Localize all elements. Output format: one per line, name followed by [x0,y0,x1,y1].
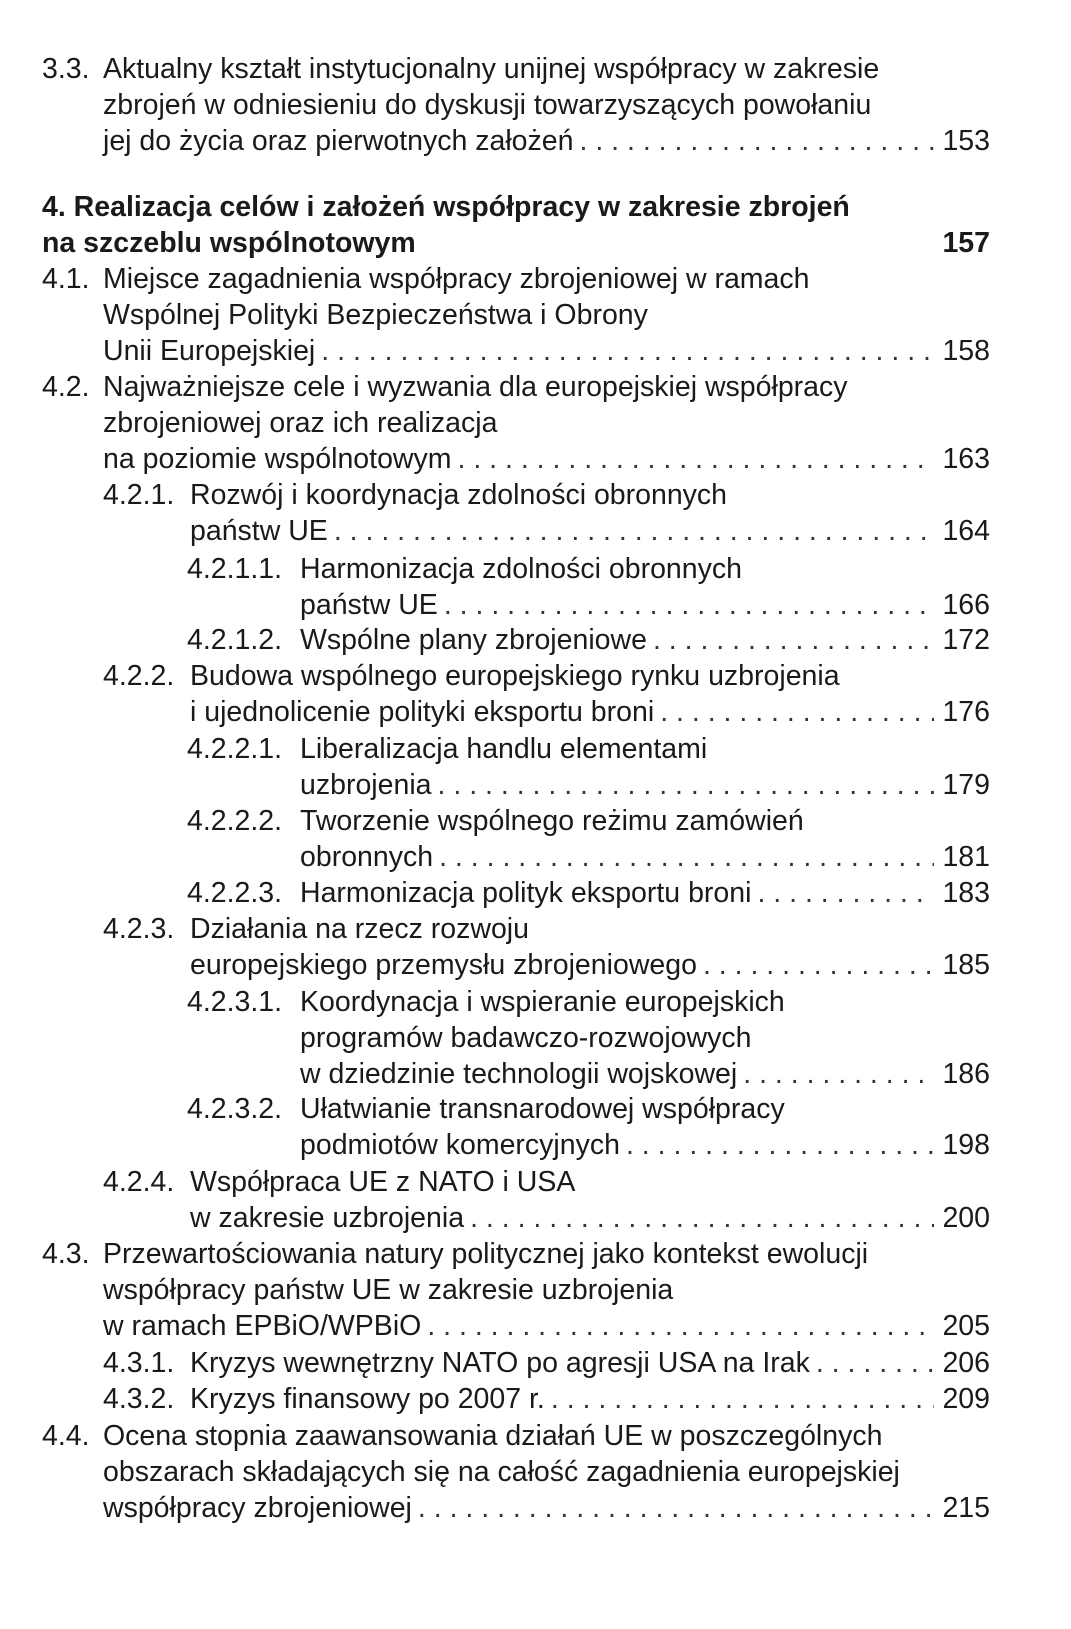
toc-entry-line [103,50,990,88]
toc-entry-number: 4.1. [42,263,90,295]
toc-entry-line [103,440,990,478]
toc-entry-number: 4.2.1.1. [187,553,283,585]
toc-entry-line [190,476,990,514]
toc-entry-line [103,332,990,370]
page-number: 206 [942,1347,990,1379]
dot-leader [743,1055,934,1093]
dot-leader [444,586,935,624]
toc-entry-number: 4.2.2.1. [187,733,283,765]
page-number: 153 [942,125,990,158]
toc-entry-title: jej do życia oraz pierwotnych założeń [103,125,574,158]
toc-entry-line [300,838,990,876]
toc-entry-number: 4.2.2. [103,660,175,692]
page-number: 181 [942,841,990,874]
toc-entry-title: Tworzenie wspólnego reżimu zamówień [300,805,804,837]
toc-entry-title: Unii Europejskiej [103,335,316,368]
page-number: 172 [942,624,990,656]
toc-entry-line [190,1344,990,1382]
toc-entry-title: współpracy zbrojeniowej [103,1492,412,1525]
toc-entry-number: 4.2.1.2. [187,624,283,656]
page-number: 166 [942,589,990,622]
toc-entry-number: 4.3.1. [103,1347,175,1379]
toc-entry-title: podmiotów komercyjnych [300,1129,620,1162]
toc-entry-line [300,1126,990,1164]
dot-leader [816,1344,935,1382]
toc-entry-line [300,1055,990,1093]
dot-leader [427,1307,934,1345]
toc-entry-number: 4.2.1. [103,479,175,511]
toc-entry-line [300,1019,990,1057]
toc-entry-title: Współpraca UE z NATO i USA [190,1166,576,1198]
toc-entry-line [103,1307,990,1345]
toc-entry-number: 4.3. [42,1238,90,1270]
toc-entry-title: Kryzys wewnętrzny NATO po agresji USA na Irak [190,1347,810,1379]
toc-entry-title: Kryzys finansowy po 2007 r. [190,1383,545,1415]
toc-entry-line [190,693,990,731]
toc-entry-title: Aktualny kształt instytucjonalny unijnej współpracy w zakresie [103,53,880,85]
dot-leader [626,1126,934,1164]
toc-entry-number: 3.3. [42,53,90,85]
toc-entry-title: współpracy państw UE w zakresie uzbrojenia [103,1274,674,1307]
page-number: 164 [942,515,990,548]
toc-entry-line [300,550,990,588]
toc-entry-line [103,1271,990,1309]
toc-entry-title: Przewartościowania natury politycznej jako kontekst ewolucji [103,1238,869,1270]
toc-entry-line [300,802,990,840]
toc-entry-line [103,1235,990,1273]
toc-entry-line [103,1489,990,1527]
toc-entry-number: 4.2.4. [103,1166,175,1198]
toc-entry-line [300,621,990,659]
toc-entry-title: Harmonizacja zdolności obronnych [300,553,742,585]
toc-entry-number: 4.2. [42,371,90,403]
toc-entry-title: zbrojeń w odniesieniu do dyskusji towarzyszących powołaniu [103,89,872,122]
toc-entry-line [300,983,990,1021]
toc-entry-number: 4.2.2.2. [187,805,283,837]
toc-entry-title: Wspólnej Polityki Bezpieczeństwa i Obrony [103,299,648,332]
toc-entry-line [103,368,990,406]
page-number: 163 [942,443,990,476]
dot-leader [757,874,934,912]
toc-entry-title: obronnych [300,841,434,874]
toc-entry-title: Ocena stopnia zaawansowania działań UE w poszczególnych [103,1420,883,1452]
toc-entry-line [103,122,990,160]
toc-entry-title: Działania na rzecz rozwoju [190,913,529,945]
toc-entry-line [190,910,990,948]
toc-entry-title: 4. Realizacja celów i założeń współpracy w zakresie zbrojeń [42,191,850,223]
toc-entry-title: zbrojeniowej oraz ich realizacja [103,407,498,440]
toc-entry-title: Harmonizacja polityk eksportu broni [300,877,752,909]
page-number: 157 [942,227,990,260]
toc-entry-line [190,1163,990,1201]
page-number: 198 [942,1129,990,1162]
toc-entry-line [300,586,990,624]
toc-entry-line [103,404,990,442]
toc-entry-title: europejskiego przemysłu zbrojeniowego [190,949,697,982]
page-number: 183 [942,877,990,909]
page-number: 215 [942,1492,990,1525]
page-number: 205 [942,1310,990,1343]
toc-entry-line [300,730,990,768]
toc-entry-line [300,766,990,804]
dot-leader [470,1199,934,1237]
page-number: 186 [942,1058,990,1091]
toc-entry-title: Budowa wspólnego europejskiego rynku uzbrojenia [190,660,840,692]
toc-entry-title: na poziomie wspólnotowym [103,443,452,476]
page-number: 185 [942,949,990,982]
toc-entry-title: Miejsce zagadnienia współpracy zbrojeniowej w ramach [103,263,810,295]
dot-leader [653,621,934,659]
dot-leader [551,1380,935,1418]
toc-entry-number: 4.2.3.2. [187,1093,283,1125]
dot-leader [458,440,935,478]
toc-entry-title: państw UE [190,515,328,548]
page-number: 200 [942,1202,990,1235]
toc-entry-line [103,1453,990,1491]
dot-leader [438,766,935,804]
toc-entry-title: na szczeblu wspólnotowym [42,227,416,260]
toc-entry-line [103,1417,990,1455]
toc-entry-line [103,296,990,334]
toc-entry-line [190,1199,990,1237]
dot-leader [321,332,934,370]
toc-entry-number: 4.2.2.3. [187,877,283,909]
toc-entry-title: Ułatwianie transnarodowej współpracy [300,1093,785,1125]
toc-entry-number: 4.4. [42,1420,90,1452]
toc-entry-title: w dziedzinie technologii wojskowej [300,1058,738,1091]
toc-entry-title: państw UE [300,589,438,622]
toc-entry-title: Rozwój i koordynacja zdolności obronnych [190,479,728,511]
dot-leader [334,512,935,550]
toc-entry-number: 4.2.3. [103,913,175,945]
toc-entry-line [190,657,990,695]
toc-entry-title: programów badawczo-rozwojowych [300,1022,752,1055]
toc-entry-title: Wspólne plany zbrojeniowe [300,624,647,656]
toc-entry-line [42,188,990,226]
toc-entry-title: i ujednolicenie polityki eksportu broni [190,696,655,729]
toc-entry-title: Liberalizacja handlu elementami [300,733,708,765]
toc-entry-line [300,874,990,912]
toc-entry-line [300,1090,990,1128]
toc-entry-line [190,1380,990,1418]
toc-entry-line [190,946,990,984]
page-number: 209 [942,1383,990,1415]
toc-entry-title: uzbrojenia [300,769,432,802]
toc-entry-title: Koordynacja i wspieranie europejskich [300,986,785,1018]
dot-leader [439,838,934,876]
dot-leader [580,122,935,160]
toc-entry-title: w zakresie uzbrojenia [190,1202,465,1235]
page-number: 158 [942,335,990,368]
dot-leader [703,946,934,984]
toc-entry-title: w ramach EPBiO/WPBiO [103,1310,422,1343]
page-number: 176 [942,696,990,729]
toc-entry-title: Najważniejsze cele i wyzwania dla europejskiej współpracy [103,371,848,403]
toc-entry-number: 4.3.2. [103,1383,175,1415]
toc-entry-line [103,86,990,124]
dot-leader [660,693,934,731]
toc-entry-line [103,260,990,298]
toc-entry-title: obszarach składających się na całość zagadnienia europejskiej [103,1456,900,1489]
toc-entry-number: 4.2.3.1. [187,986,283,1018]
toc-entry-line [190,512,990,550]
toc-entry-line [42,224,990,262]
dot-leader [418,1489,935,1527]
page-number: 179 [942,769,990,802]
